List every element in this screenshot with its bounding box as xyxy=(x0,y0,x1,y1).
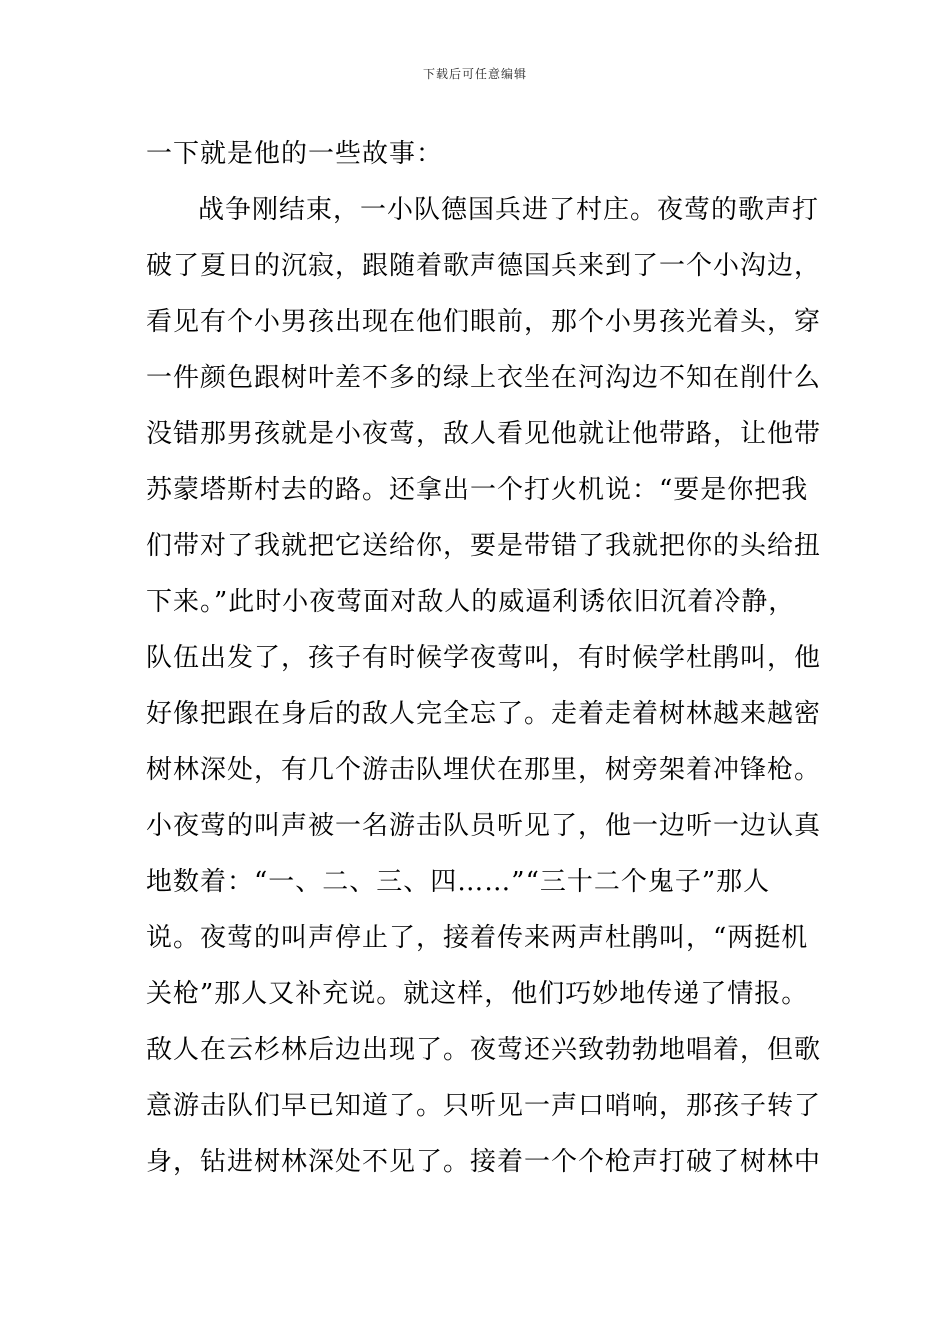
text-line: 下来。”此时小夜莺面对敌人的威逼利诱依旧沉着冷静， xyxy=(146,587,796,617)
text-line: 好像把跟在身后的敌人完全忘了。走着走着树林越来越密 xyxy=(146,699,822,729)
text-line: 说。夜莺的叫声停止了，接着传来两声杜鹃叫，“两挺机 xyxy=(146,923,809,953)
text-line: 苏蒙塔斯村去的路。还拿出一个打火机说：“要是你把我 xyxy=(146,475,809,505)
text-line: 队伍出发了，孩子有时候学夜莺叫，有时候学杜鹃叫，他 xyxy=(146,643,822,673)
text-line: 们带对了我就把它送给你，要是带错了我就把你的头给扭 xyxy=(146,531,822,561)
text-line: 关枪”那人又补充说。就这样，他们巧妙地传递了情报。 xyxy=(146,979,809,1009)
text-line: 敌人在云杉林后边出现了。夜莺还兴致勃勃地唱着，但歌 xyxy=(146,1035,822,1065)
text-line: 小夜莺的叫声被一名游击队员听见了，他一边听一边认真 xyxy=(146,811,822,841)
text-line: 一件颜色跟树叶差不多的绿上衣坐在河沟边不知在削什么 xyxy=(146,363,822,393)
text-line: 意游击队们早已知道了。只听见一声口哨响，那孩子转了 xyxy=(146,1091,822,1121)
text-line: 破了夏日的沉寂，跟随着歌声德国兵来到了一个小沟边， xyxy=(146,251,822,281)
text-line: 树林深处，有几个游击队埋伏在那里，树旁架着冲锋枪。 xyxy=(146,755,822,785)
body-text xyxy=(146,126,822,1190)
text-line: 一下就是他的一些故事： xyxy=(146,139,444,169)
text-line: 看见有个小男孩出现在他们眼前，那个小男孩光着头，穿 xyxy=(146,307,822,337)
text-line: 身，钻进树林深处不见了。接着一个个枪声打破了树林中 xyxy=(146,1147,822,1177)
text-line: 没错那男孩就是小夜莺，敌人看见他就让他带路，让他带 xyxy=(146,419,822,449)
page-header: 下载后可任意编辑 xyxy=(422,67,527,81)
text-line: 战争刚结束，一小队德国兵进了村庄。夜莺的歌声打 xyxy=(198,195,820,225)
text-line: 地数着：“一、二、三、四……”“三十二个鬼子”那人 xyxy=(146,867,771,897)
